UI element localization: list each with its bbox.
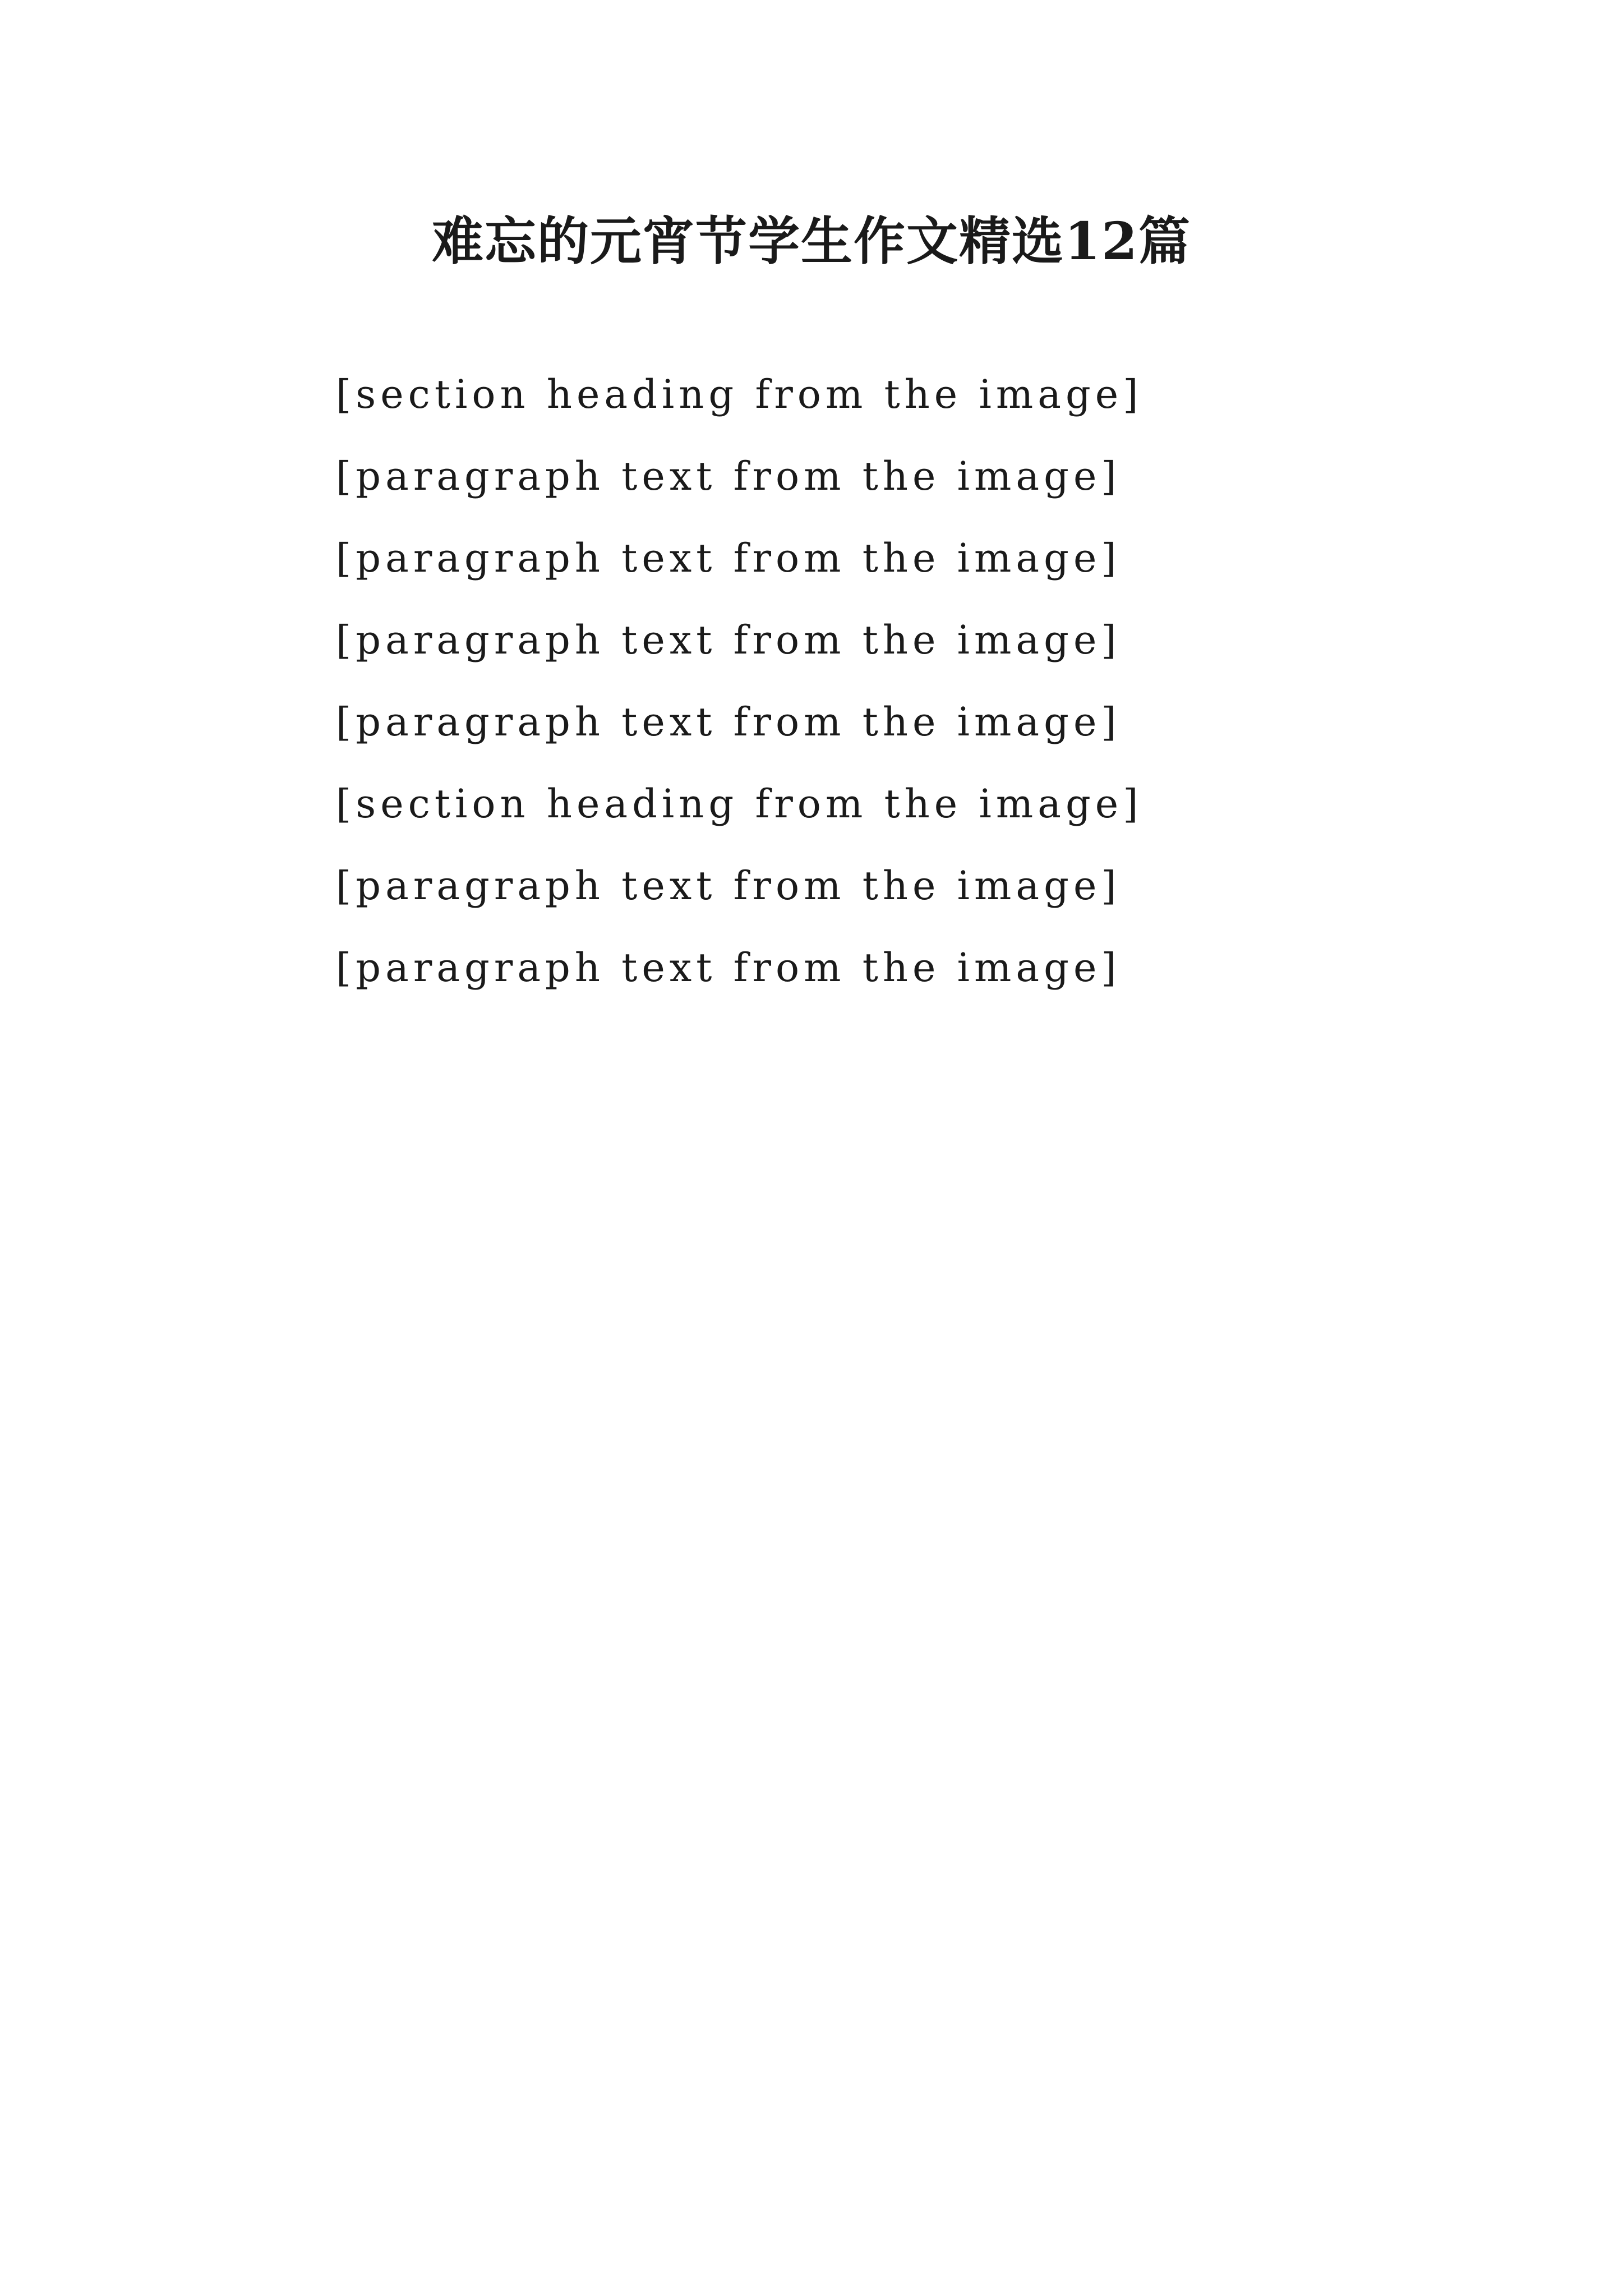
section-heading: [section heading from the image] xyxy=(336,781,1143,827)
document-body xyxy=(248,353,1375,1009)
document-title: 难忘的元宵节学生作文精选12篇 xyxy=(431,211,1192,272)
body-paragraph: [paragraph text from the image] xyxy=(336,535,1121,581)
body-paragraph: [paragraph text from the image] xyxy=(336,863,1121,909)
body-paragraph: [paragraph text from the image] xyxy=(336,453,1121,499)
body-paragraph: [paragraph text from the image] xyxy=(336,617,1121,663)
section-heading: [section heading from the image] xyxy=(336,371,1143,417)
body-paragraph: [paragraph text from the image] xyxy=(336,699,1121,745)
body-paragraph: [paragraph text from the image] xyxy=(336,945,1121,991)
